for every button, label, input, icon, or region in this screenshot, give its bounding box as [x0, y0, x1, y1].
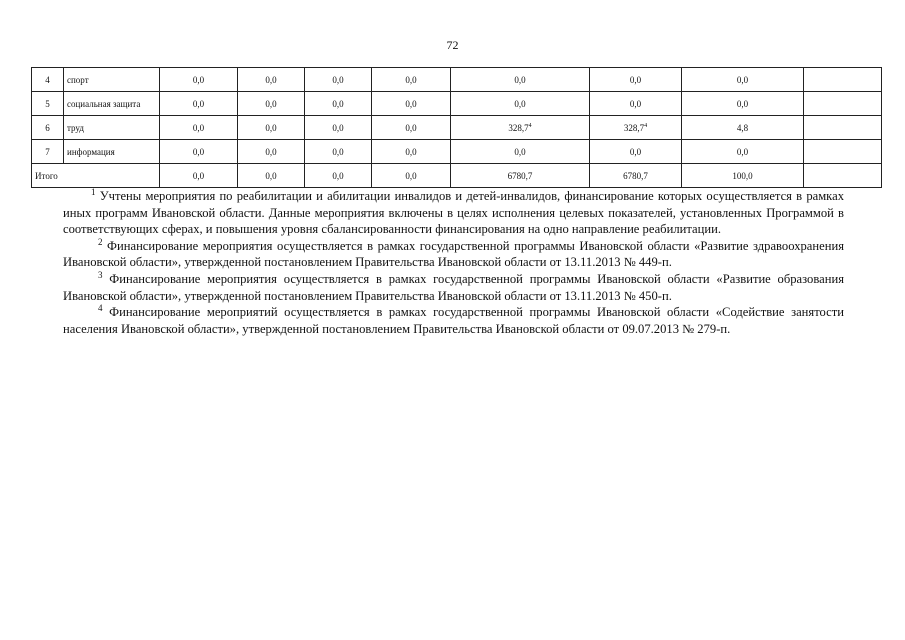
- footnote-ref: 4: [528, 122, 532, 129]
- table-cell: 0,0: [305, 164, 372, 188]
- footnote-text: Финансирование мероприятия осуществляется в рамках государственной программы Ивановской области «Развитие образования Ивановской области», утвержденной постановлением Правительства Ивановской области от 13.11.2013 № 450-п.: [63, 271, 844, 303]
- cell-value: 0,0: [629, 74, 642, 85]
- table-cell: [451, 116, 590, 140]
- data-table: [31, 67, 882, 188]
- table-cell: 0,0: [305, 140, 372, 164]
- table-row: [32, 140, 882, 164]
- footnote: [63, 304, 844, 337]
- table-cell: 100,0: [682, 164, 804, 188]
- row-name: социальная защита: [64, 92, 160, 116]
- table-cell: [451, 92, 590, 116]
- row-number: 4: [32, 68, 64, 92]
- table-row: [32, 116, 882, 140]
- table-cell: 0,0: [238, 68, 305, 92]
- footnote-text: Финансирование мероприятия осуществляется в рамках государственной программы Ивановской области «Развитие здравоохранения Ивановской области», утвержденной постановлением Правительства Ивановской области от 13.11.2013 № 449-п.: [63, 238, 844, 270]
- footnote-mark: 1: [91, 187, 96, 197]
- cell-value: 328,7: [623, 122, 645, 133]
- cell-value: 0,0: [629, 98, 642, 109]
- table-cell: [804, 116, 882, 140]
- table-cell: [590, 140, 682, 164]
- table-cell: [451, 140, 590, 164]
- table-cell: 0,0: [160, 140, 238, 164]
- table-cell: 0,0: [238, 92, 305, 116]
- row-name: спорт: [64, 68, 160, 92]
- cell-value: 0,0: [629, 146, 642, 157]
- table-cell: 0,0: [305, 92, 372, 116]
- table-cell: 0,0: [160, 68, 238, 92]
- table-cell: 0,0: [238, 164, 305, 188]
- page-number: 72: [446, 38, 459, 52]
- table-row: [32, 68, 882, 92]
- table-cell: 0,0: [238, 140, 305, 164]
- footnote: [63, 271, 844, 304]
- footnote: [63, 238, 844, 271]
- footnote-text: Финансирование мероприятий осуществляется в рамках государственной программы Ивановской области «Содействие занятости населения Ивановской области», утвержденной постановлением Правительства Ивановской области от 09.07.2013 № 279-п.: [63, 305, 844, 336]
- footnote-ref: 4: [644, 122, 648, 129]
- table-cell: [590, 116, 682, 140]
- table-cell: [804, 92, 882, 116]
- row-number: 6: [32, 116, 64, 140]
- table-cell: 0,0: [305, 116, 372, 140]
- row-number: 7: [32, 140, 64, 164]
- table-cell: 0,0: [372, 164, 451, 188]
- footnote-text: Учтены мероприятия по реабилитации и абилитации инвалидов и детей-инвалидов, финансирование которых осуществляется в рамках иных программ Ивановской области. Данные мероприятия включены в целях исполнения целевых показателей, установленных Программой в соответствующих сферах, и повышения уровня сбалансированности финансирования на одно направление реабилитации.: [63, 189, 844, 237]
- table-cell: 0,0: [682, 92, 804, 116]
- table-cell: 0,0: [372, 140, 451, 164]
- table-cell: [590, 92, 682, 116]
- cell-value: 0,0: [514, 146, 526, 157]
- table-cell: 0,0: [682, 68, 804, 92]
- table-cell: 6780,7: [590, 164, 682, 188]
- table-cell: 0,0: [372, 116, 451, 140]
- table-cell: [590, 68, 682, 92]
- row-name: труд: [64, 116, 160, 140]
- footnote-mark: 4: [98, 303, 103, 314]
- table-cell: 6780,7: [451, 164, 590, 188]
- table-cell: 0,0: [160, 164, 238, 188]
- table-cell: 0,0: [372, 92, 451, 116]
- table-cell: 0,0: [682, 140, 804, 164]
- table-cell: [804, 140, 882, 164]
- table-row: [32, 92, 882, 116]
- footnote-mark: 2: [98, 236, 103, 247]
- footnote: [63, 188, 844, 238]
- row-name: информация: [64, 140, 160, 164]
- table-cell: 0,0: [372, 68, 451, 92]
- table-cell: 0,0: [238, 116, 305, 140]
- footnote-mark: 3: [98, 269, 103, 280]
- total-label: Итого: [32, 164, 160, 188]
- table-cell: 0,0: [160, 92, 238, 116]
- row-number: 5: [32, 92, 64, 116]
- cell-value: 328,7: [508, 122, 529, 133]
- table-cell: [804, 164, 882, 188]
- cell-value: 0,0: [514, 98, 526, 109]
- footnotes: [63, 188, 844, 337]
- table-cell: [804, 68, 882, 92]
- table-cell: [451, 68, 590, 92]
- table-cell: 4,8: [682, 116, 804, 140]
- table-total-row: [32, 164, 882, 188]
- cell-value: 0,0: [514, 74, 526, 85]
- table-cell: 0,0: [305, 68, 372, 92]
- table-cell: 0,0: [160, 116, 238, 140]
